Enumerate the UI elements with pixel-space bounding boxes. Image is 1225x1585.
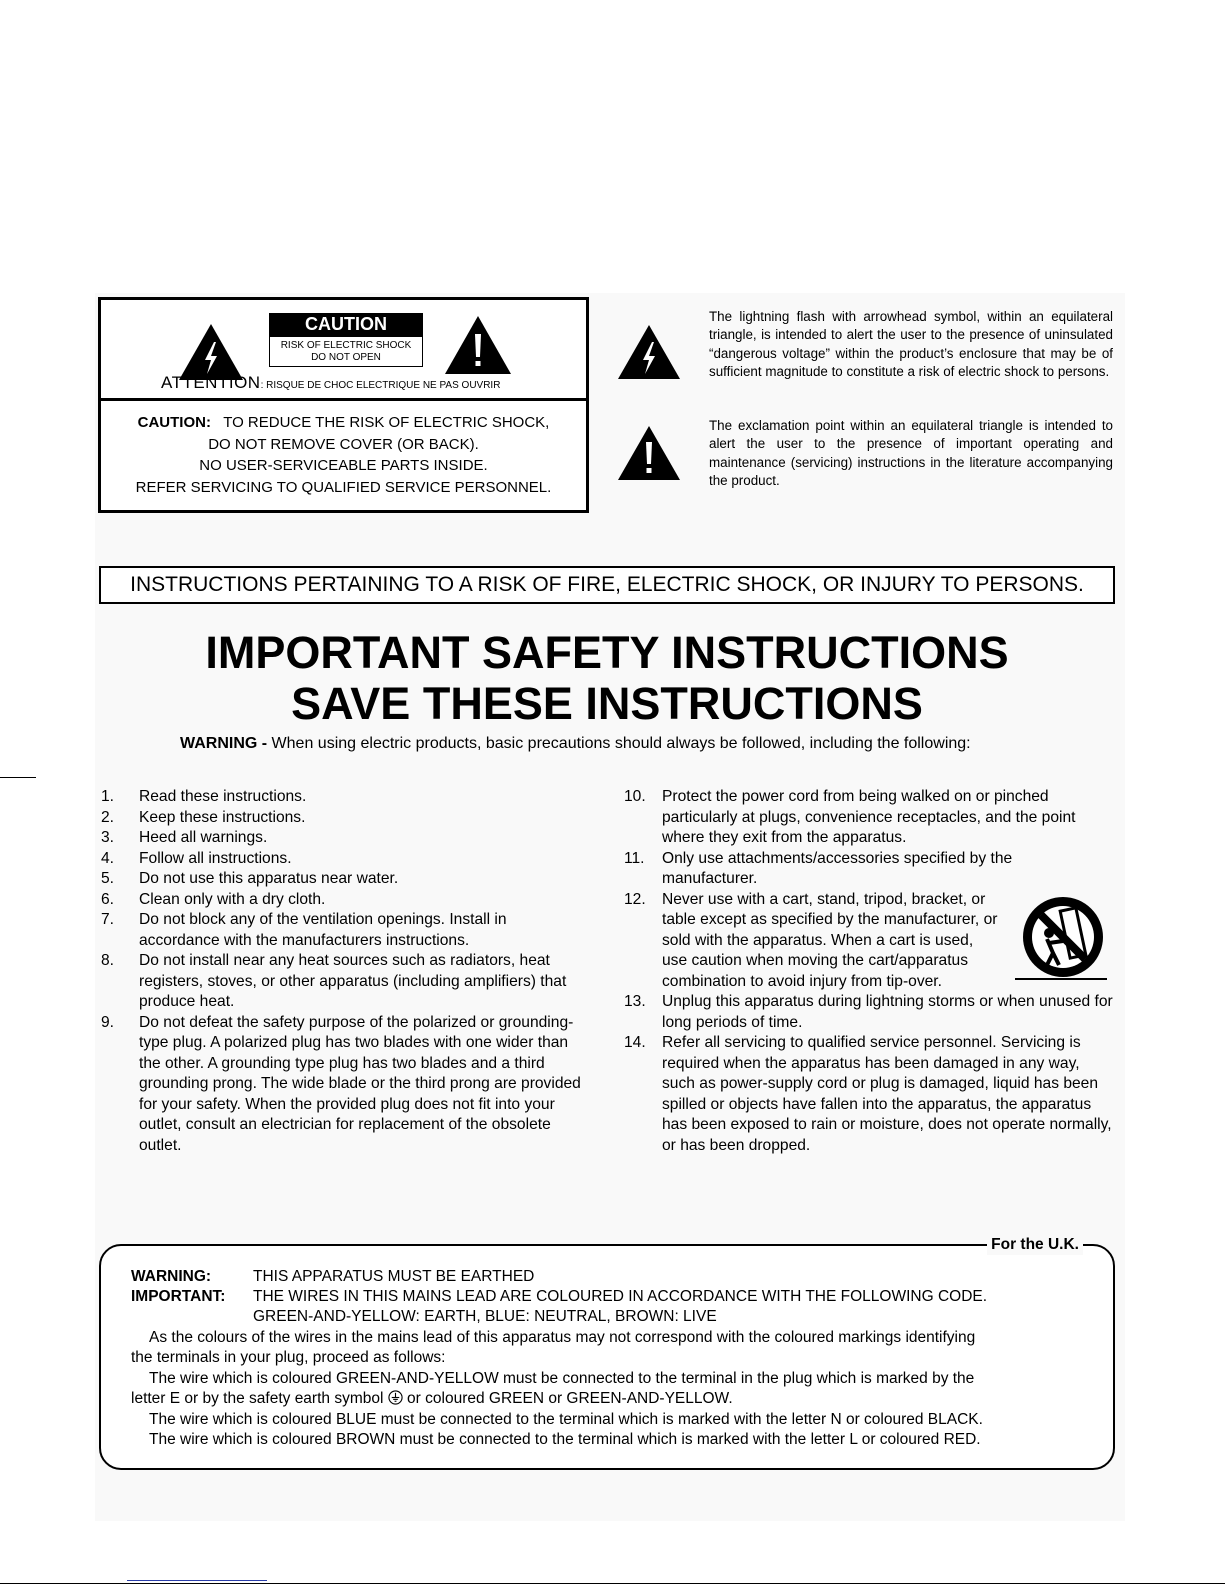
item-text: Heed all warnings.: [139, 829, 268, 846]
cart-tip-over-icon: [1013, 893, 1109, 989]
uk-paragraph-3: The wire which is coloured BLUE must be connected to the terminal which is marked with the letter N or coloured BLACK.: [149, 1411, 983, 1428]
item-text: Clean only with a dry cloth.: [139, 890, 326, 908]
list-item: [101, 849, 591, 870]
item-text: Keep these instructions.: [139, 808, 306, 826]
item-text: Read these instructions.: [139, 788, 307, 805]
caution-text-1: TO REDUCE THE RISK OF ELECTRIC SHOCK,: [223, 414, 550, 431]
uk-tag: For the U.K.: [987, 1235, 1083, 1255]
uk-color-code: GREEN-AND-YELLOW: EARTH, BLUE: NEUTRAL, BROWN: LIVE: [253, 1308, 717, 1325]
uk-paragraph-4: The wire which is coloured BROWN must be connected to the terminal which is marked with the letter L or coloured RED.: [149, 1431, 981, 1448]
caution-body-line-2: DO NOT REMOVE COVER (OR BACK).: [208, 435, 479, 453]
item-text: Do not install near any heat sources such as radiators, heat registers, stoves, or other apparatus (including amplifiers) that produce heat.: [139, 952, 567, 1010]
attention-french-text: : RISQUE DE CHOC ELECTRIQUE NE PAS OUVRIR: [260, 380, 501, 391]
uk-warning-box: [99, 1236, 1115, 1470]
exclamation-triangle-icon: [616, 424, 682, 482]
item-number: 14.: [624, 1034, 646, 1051]
item-number: 6.: [101, 890, 115, 908]
important-safety-heading: IMPORTANT SAFETY INSTRUCTIONS: [205, 627, 1009, 678]
list-item: [101, 787, 591, 808]
item-number: 12.: [624, 890, 646, 908]
save-instructions-heading: SAVE THESE INSTRUCTIONS: [291, 678, 923, 729]
item-number: 10.: [624, 788, 646, 805]
item-number: 9.: [101, 1013, 115, 1031]
item-text: Do not defeat the safety purpose of the polarized or grounding-type plug. A polarized plug has two blades with one wider than the other. A grounding type plug has two blades and a third grounding prong. The wide blade or the third prong are provided for your safety. When the provided plug does not fit into your outlet, consult an electrician for replacement of the obsolete outlet.: [139, 1013, 581, 1154]
item-number: 1.: [101, 788, 115, 805]
uk-important-text: THE WIRES IN THIS MAINS LEAD ARE COLOURED IN ACCORDANCE WITH THE FOLLOWING CODE.: [253, 1288, 988, 1305]
item-number: 7.: [101, 911, 115, 928]
risk-line-2: DO NOT OPEN: [311, 352, 381, 363]
uk-paragraph-2b-start: letter E or by the safety earth symbol: [131, 1390, 384, 1407]
uk-warning-text: THIS APPARATUS MUST BE EARTHED: [253, 1268, 535, 1285]
risk-line-1: RISK OF ELECTRIC SHOCK: [280, 340, 412, 351]
earth-ground-icon: [388, 1390, 403, 1405]
item-text: Do not block any of the ventilation openings. Install in accordance with the manufacturers instructions.: [139, 911, 507, 949]
warning-text: When using electric products, basic precautions should always be followed, including the following:: [267, 735, 971, 752]
attention-text: ATTENTION: [161, 373, 261, 392]
item-text: Only use attachments/accessories specified by the manufacturer.: [662, 849, 1013, 887]
uk-warning-lead: WARNING:: [131, 1268, 212, 1285]
list-item: [101, 828, 591, 849]
list-item: [101, 808, 591, 829]
item-number: 2.: [101, 808, 115, 826]
item-number: 13.: [624, 993, 646, 1010]
instructions-list-left: [101, 787, 591, 1156]
list-item: [101, 869, 591, 890]
risk-of-shock-label: [269, 336, 423, 367]
list-item: [101, 951, 591, 1013]
list-item: [101, 890, 591, 911]
caution-body: [101, 412, 586, 498]
uk-paragraph-1a: As the colours of the wires in the mains lead of this apparatus may not correspond with the coloured markings identifying: [149, 1329, 976, 1346]
margin-rule: [0, 777, 36, 778]
item-text: Refer all servicing to qualified service personnel. Servicing is required when the apparatus has been damaged in any way, such as power-supply cord or plug is damaged, liquid has been spilled or objects have fallen into the apparatus, the apparatus has been exposed to rain or moisture, does not operate normally, or has been dropped.: [662, 1034, 1112, 1154]
uk-paragraph-2a: The wire which is coloured GREEN-AND-YELLOW must be connected to the terminal in the plug which is marked by the: [149, 1370, 975, 1387]
uk-important-lead: IMPORTANT:: [131, 1288, 226, 1305]
item-number: 11.: [624, 849, 645, 867]
list-item: [624, 1033, 1114, 1156]
warning-line: [180, 735, 971, 753]
uk-warning-label: [131, 1267, 211, 1287]
caution-label: CAUTION: [269, 313, 423, 336]
caution-lead: CAUTION:: [137, 414, 211, 431]
footer-link-underline: [127, 1580, 267, 1581]
item-number: 3.: [101, 829, 115, 846]
uk-important-label: [131, 1287, 225, 1307]
item-text: Follow all instructions.: [139, 849, 292, 867]
uk-paragraph-2b: [131, 1389, 733, 1409]
caution-body-line-4: REFER SERVICING TO QUALIFIED SERVICE PERSONNEL.: [135, 478, 552, 496]
lightning-explanation: The lightning flash with arrowhead symbol, within an equilateral triangle, is intended to alert the user to the presence of uninsulated “dangerous voltage” within the product’s enclosure that may be of sufficient magnitude to constitute a risk of electric shock to persons.: [709, 309, 1113, 379]
caution-header: [101, 300, 586, 401]
lightning-triangle-icon: [616, 323, 682, 381]
attention-line: [161, 373, 500, 393]
list-item: [624, 992, 1114, 1033]
footer-rule: [0, 1583, 1225, 1584]
list-item: [101, 910, 591, 951]
list-item: [101, 1013, 591, 1157]
item-text: Do not use this apparatus near water.: [139, 870, 399, 887]
item-text: Unplug this apparatus during lightning storms or when unused for long periods of time.: [662, 993, 1113, 1031]
list-item: [624, 787, 1114, 849]
caution-body-line-3: NO USER-SERVICEABLE PARTS INSIDE.: [199, 457, 488, 474]
item-text: Protect the power cord from being walked on or pinched particularly at plugs, convenience receptacles, and the point where they exit from the apparatus.: [662, 788, 1076, 846]
exclamation-explanation: The exclamation point within an equilateral triangle is intended to alert the user to the presence of important operating and maintenance (servicing) instructions in the literature accompanying the product.: [709, 418, 1113, 488]
item-number: 4.: [101, 849, 115, 867]
caution-box: [98, 297, 589, 513]
instructions-bar: INSTRUCTIONS PERTAINING TO A RISK OF FIRE, ELECTRIC SHOCK, OR INJURY TO PERSONS.: [99, 566, 1115, 604]
uk-paragraph-1b: the terminals in your plug, proceed as follows:: [131, 1349, 446, 1366]
uk-paragraph-2b-end: or coloured GREEN or GREEN-AND-YELLOW.: [407, 1390, 733, 1407]
warning-lead: WARNING -: [180, 735, 268, 752]
exclamation-warning-icon: [443, 314, 513, 376]
item-text: Never use with a cart, stand, tripod, bracket, or table except as specified by the manufacturer, or sold with the apparatus. When a cart is used, use caution when moving the cart/apparatus combination to avoid injury from tip-over.: [662, 890, 998, 990]
caution-body-line-1: [101, 412, 586, 434]
item-number: 5.: [101, 870, 115, 887]
item-number: 8.: [101, 952, 115, 969]
list-item: [624, 849, 1114, 890]
